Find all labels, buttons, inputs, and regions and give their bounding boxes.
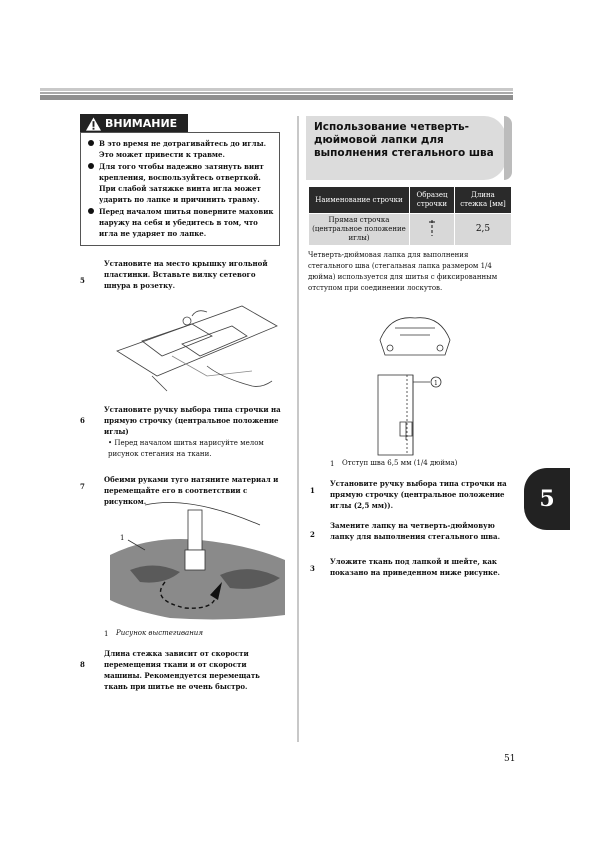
step-number: 3	[310, 564, 315, 573]
step-number: 6	[80, 416, 85, 425]
step-number: 5	[80, 276, 85, 285]
stitch-name: Прямая строчка (центральное положение иглы)	[309, 214, 410, 246]
step-number: 2	[310, 530, 315, 539]
quarter-inch-foot-illustration	[370, 310, 460, 460]
step-number: 7	[80, 482, 85, 491]
warning-item: Для того чтобы надежно затянуть винт крепления, воспользуйтесь отверткой. При слабой затяжке винта игла может ударить по лапке и причинить травму.	[88, 161, 278, 205]
step-text: Установите на место крышку игольной пластинки. Вставьте вилку сетевого шнура в розетку.	[104, 259, 268, 290]
table-row	[309, 214, 512, 246]
step-text: Длина стежка зависит от скорости перемещения ткани и от скорости машины. Рекомендуется перемещать ткань при шитье не очень быстро.	[104, 649, 260, 691]
warning-item: В это время не дотрагивайтесь до иглы. Это может привести к травме.	[88, 138, 278, 160]
straight-stitch-icon	[427, 218, 437, 238]
foot-caption: Отступ шва 6,5 мм (1/4 дюйма)	[342, 459, 458, 467]
column-divider	[297, 116, 299, 742]
figure-caption: Рисунок выстегивания	[116, 629, 203, 637]
caption-number: 1	[104, 630, 109, 638]
caption-number: 1	[330, 460, 335, 468]
intro-text: Четверть-дюймовая лапка для выполнения стегального шва (стегальная лапка размером 1/4 дюйма) используется для шитья с фиксированным отступом при соединении лоскутов.	[308, 251, 498, 292]
header-rule	[40, 88, 513, 100]
table-header: Длина стежка [мм]	[455, 187, 512, 214]
step-text: Замените лапку на четверть-дюймовую лапку для выполнения стегального шва.	[330, 521, 500, 541]
stitch-table	[308, 186, 512, 246]
warning-title: ВНИМАНИЕ	[105, 117, 178, 130]
warning-list	[88, 138, 278, 240]
table-header: Наименование строчки	[309, 187, 410, 214]
needle-plate-illustration	[112, 296, 282, 396]
warning-header	[80, 114, 188, 133]
warning-item: Перед началом шитья поверните маховик наружу на себя и убедитесь в том, что игла не ударяет по лапке.	[88, 206, 278, 239]
step-text: Установите ручку выбора типа строчки на прямую строчку (центральное положение иглы (2,5 мм)).	[330, 479, 507, 510]
step-text: Обеими руками туго натяните материал и перемещайте его в соответствии с рисунком.	[104, 475, 279, 506]
table-header: Образец строчки	[410, 187, 455, 214]
stitch-length: 2,5	[455, 214, 512, 246]
page-number: 51	[504, 754, 516, 764]
step-number: 1	[310, 486, 315, 495]
section-title: Использование четверть-дюймовой лапки для выполнения стегального шва	[306, 116, 506, 180]
chapter-tab: 5	[524, 468, 570, 530]
step-text: Установите ручку выбора типа строчки на прямую строчку (центральное положение иглы)	[104, 405, 281, 436]
foot-figure-label: 1	[434, 380, 438, 387]
warning-icon	[86, 117, 101, 131]
step-text: Уложите ткань под лапкой и шейте, как показано на приведенном ниже рисунке.	[330, 557, 500, 577]
quilting-illustration	[110, 500, 290, 625]
figure-label: 1	[120, 534, 125, 542]
step-number: 8	[80, 660, 85, 669]
stitch-sample	[410, 214, 455, 246]
step-note: • Перед началом шитья нарисуйте мелом рисунок стегания на ткани.	[108, 439, 264, 458]
